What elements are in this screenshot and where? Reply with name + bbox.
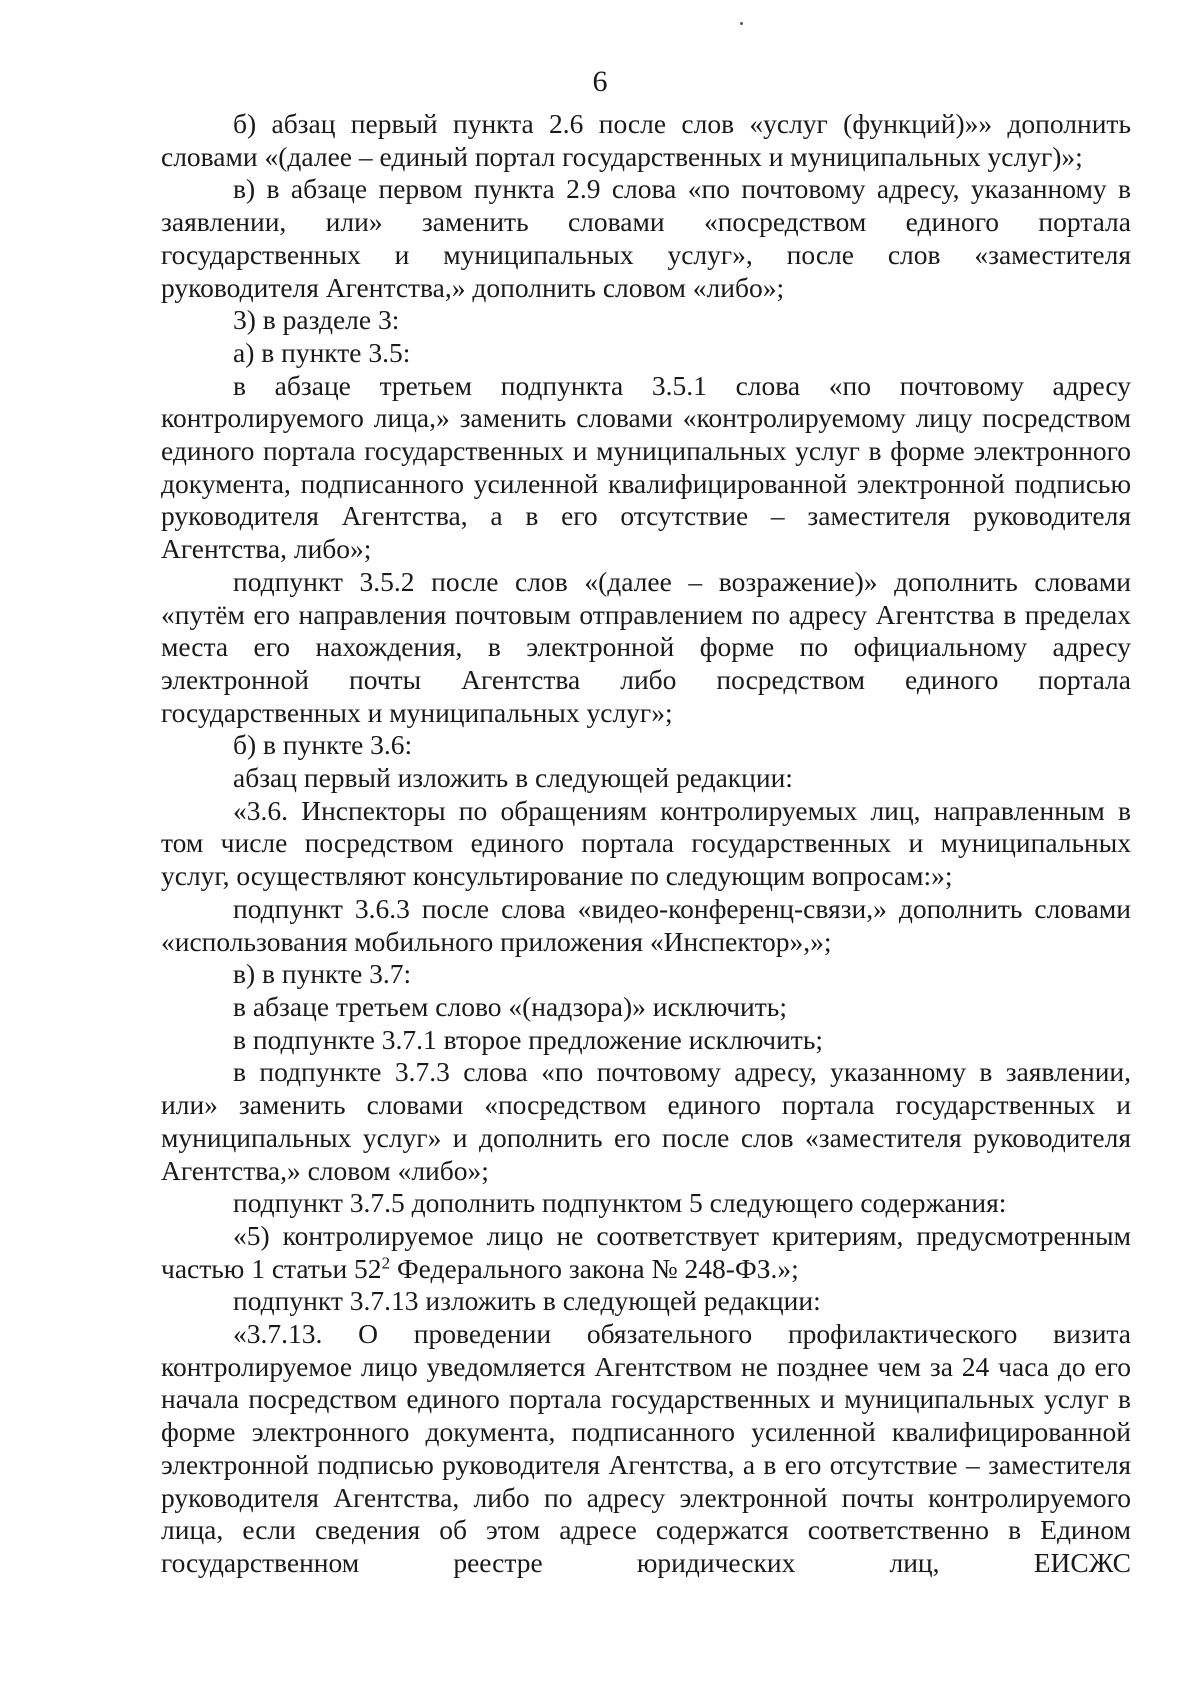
text-segment: Федерального закона № 248-ФЗ.»; [390,1252,799,1284]
paragraph-section-3: 3) в разделе 3: [233,304,400,336]
paragraph-item-3-7: в) в пункте 3.7: [233,958,412,990]
paragraph-subitem-3-7-13: подпункт 3.7.13 изложить в следующей редакции: [233,1285,821,1317]
paragraph-item-3-6: б) в пункте 3.6: [233,729,413,761]
document-body [161,108,1131,1580]
paragraph-3-6-first-abzac: абзац первый изложить в следующей редакции: [233,762,793,794]
paragraph-subitem-3-7-1: в подпункте 3.7.1 второе предложение исключить; [233,1023,824,1055]
paragraph-item-2-6: б) абзац первый пункта 2.6 после слов «услуг (функций)»» дополнить словами «(далее – единый портал государственных и муниципальных услуг)»; [161,108,1131,172]
paragraph-subitem-3-5-2: подпункт 3.5.2 после слов «(далее – возражение)» дополнить словами «путём его направления почтовым отправлением по адресу Агентства в пределах места его нахождения, в электронной форме по официальному адресу электронной почты Агентства либо посредством единого портала государственных и муниципальных услуг»; [161,565,1131,728]
paragraph-subitem-3-5-1: в абзаце третьем подпункта 3.5.1 слова «по почтовому адресу контролируемого лица,» заменить словами «контролируемому лицу посредством единого портала государственных и муниципальных услуг в форме электронного документа, подписанного усиленной квалифицированной электронной подписью руководителя Агентства, а в его отсутствие – заместителя руководителя Агентства, либо»; [161,369,1131,565]
superscript: 2 [381,1253,391,1273]
paragraph-3-6-new-text: «3.6. Инспекторы по обращениям контролируемых лиц, направленным в том числе посредством единого портала государственных и муниципальных услуг, осуществляют консультирование по следующим вопросам:»; [161,794,1131,892]
paragraph-3-7-13-new-text: «3.7.13. О проведении обязательного профилактического визита контролируемое лицо уведомляется Агентством не позднее чем за 24 часа до его начала посредством единого портала государственных и муниципальных услуг в форме электронного документа, подписанного усиленной квалифицированной электронной подписью руководителя Агентства, а в его отсутствие – заместителя руководителя Агентства, либо по адресу электронной почты контролируемого лица, если сведения об этом адресе содержатся соответственно в Едином государственном реестре юридических лиц, ЕИСЖС [161,1318,1131,1578]
paragraph-subitem-3-7-5: подпункт 3.7.5 дополнить подпунктом 5 следующего содержания: [233,1187,1007,1219]
paragraph-subitem-3-7-3: в подпункте 3.7.3 слова «по почтовому адресу, указанному в заявлении, или» заменить словами «посредством единого портала государственных и муниципальных услуг» и дополнить его после слов «заместителя руководителя Агентства,» словом «либо»; [161,1056,1131,1186]
text-segment: «5) контролируемое лицо не соответствует критериям, предусмотренным частью 1 статьи 52 [161,1219,1131,1284]
paragraph-3-7-third-abzac: в абзаце третьем слово «(надзора)» исключить; [233,990,787,1022]
paragraph-item-2-9: в) в абзаце первом пункта 2.9 слова «по почтовому адресу, указанному в заявлении, или» заменить словами «посредством единого портала государственных и муниципальных услуг», после слов «заместителя руководителя Агентства,» дополнить словом «либо»; [161,173,1131,303]
scan-artifact-dot [740,22,743,25]
page-number: 6 [592,65,608,98]
paragraph-item-3-5: а) в пункте 3.5: [233,336,411,368]
paragraph-3-7-5-new-text [161,1220,1131,1285]
paragraph-subitem-3-6-3: подпункт 3.6.3 после слова «видео-конференц-связи,» дополнить словами «использования мобильного приложения «Инспектор»,»; [161,892,1131,957]
